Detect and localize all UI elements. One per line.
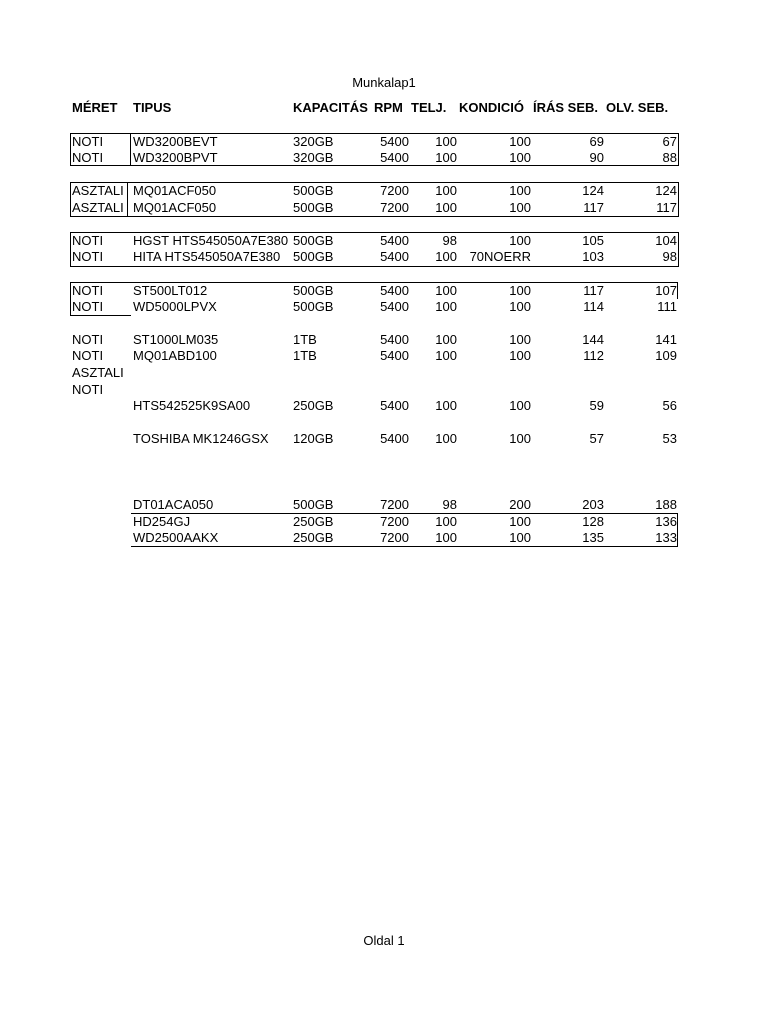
cell-rpm: 5400 — [380, 398, 409, 413]
cell-kapacitas: 1TB — [293, 348, 317, 363]
cell-telj: 100 — [435, 398, 457, 413]
cell-tipus: HTS542525K9SA00 — [133, 398, 251, 413]
cell-olv: 136 — [655, 514, 677, 529]
header-tipus: TIPUS — [133, 100, 172, 115]
sheet-title: Munkalap1 — [352, 75, 416, 90]
cell-kapacitas: 500GB — [293, 249, 334, 264]
cell-tipus: ST1000LM035 — [133, 332, 219, 347]
cell-telj: 100 — [435, 150, 457, 165]
group-border-4-bottom — [70, 315, 131, 316]
table-row — [0, 398, 768, 414]
cell-rpm: 5400 — [380, 332, 409, 347]
cell-meret: ASZTALI — [72, 183, 124, 198]
cell-rpm: 7200 — [380, 530, 409, 545]
cell-tipus: HGST HTS545050A7E380 — [133, 233, 289, 248]
cell-tipus: DT01ACA050 — [133, 497, 214, 512]
cell-rpm: 5400 — [380, 134, 409, 149]
table-row — [0, 233, 768, 249]
cell-meret: NOTI — [72, 382, 104, 397]
cell-kapacitas: 250GB — [293, 398, 334, 413]
table-row — [0, 249, 768, 265]
cell-olv: 141 — [655, 332, 677, 347]
cell-rpm: 5400 — [380, 249, 409, 264]
cell-olv: 98 — [662, 249, 677, 264]
cell-kapacitas: 500GB — [293, 200, 334, 215]
cell-kondicio: 100 — [509, 283, 531, 298]
cell-telj: 100 — [435, 249, 457, 264]
cell-iras: 114 — [583, 299, 604, 314]
cell-tipus: TOSHIBA MK1246GSX — [133, 431, 269, 446]
cell-tipus: HITA HTS545050A7E380 — [133, 249, 281, 264]
table-row — [0, 514, 768, 530]
table-row — [0, 382, 768, 398]
cell-olv: 124 — [655, 183, 677, 198]
cell-iras: 117 — [583, 200, 604, 215]
cell-kondicio: 100 — [509, 332, 531, 347]
header-telj: TELJ. — [411, 100, 447, 115]
cell-rpm: 5400 — [380, 299, 409, 314]
cell-olv: 53 — [662, 431, 677, 446]
cell-kondicio: 100 — [509, 431, 531, 446]
cell-olv: 109 — [655, 348, 677, 363]
cell-kondicio: 100 — [509, 150, 531, 165]
table-row — [0, 183, 768, 199]
page-footer: Oldal 1 — [363, 933, 405, 948]
cell-olv: 107 — [655, 283, 677, 298]
cell-kondicio: 100 — [509, 299, 531, 314]
header-iras: ÍRÁS SEB. — [533, 100, 599, 115]
cell-telj: 100 — [435, 514, 457, 529]
cell-olv: 104 — [655, 233, 677, 248]
cell-kapacitas: 320GB — [293, 150, 334, 165]
cell-meret: NOTI — [72, 299, 104, 314]
cell-tipus: WD2500AAKX — [133, 530, 219, 545]
cell-telj: 100 — [435, 200, 457, 215]
cell-iras: 103 — [582, 249, 604, 264]
cell-meret: NOTI — [72, 332, 104, 347]
header-meret: MÉRET — [72, 100, 118, 115]
cell-iras: 69 — [589, 134, 604, 149]
header-rpm: RPM — [374, 100, 403, 115]
cell-kondicio: 70NOERR — [469, 249, 531, 264]
cell-kapacitas: 1TB — [293, 332, 317, 347]
cell-kapacitas: 500GB — [293, 283, 334, 298]
cell-iras: 59 — [589, 398, 604, 413]
cell-telj: 100 — [435, 283, 457, 298]
cell-iras: 135 — [582, 530, 604, 545]
cell-olv: 56 — [662, 398, 677, 413]
table-row — [0, 497, 768, 513]
cell-tipus: WD3200BPVT — [133, 150, 218, 165]
cell-telj: 98 — [442, 497, 457, 512]
cell-kondicio: 100 — [509, 514, 531, 529]
cell-meret: ASZTALI — [72, 365, 124, 380]
cell-iras: 203 — [582, 497, 604, 512]
table-row — [0, 332, 768, 348]
cell-rpm: 5400 — [380, 150, 409, 165]
cell-kapacitas: 500GB — [293, 233, 334, 248]
cell-iras: 90 — [589, 150, 604, 165]
cell-tipus: ST500LT012 — [133, 283, 208, 298]
cell-telj: 100 — [435, 134, 457, 149]
cell-iras: 128 — [582, 514, 604, 529]
table-row — [0, 150, 768, 166]
cell-telj: 100 — [435, 299, 457, 314]
cell-rpm: 7200 — [380, 514, 409, 529]
cell-meret: NOTI — [72, 348, 104, 363]
cell-tipus: MQ01ACF050 — [133, 200, 217, 215]
cell-kondicio: 100 — [509, 530, 531, 545]
cell-kondicio: 200 — [509, 497, 531, 512]
cell-iras: 144 — [582, 332, 604, 347]
cell-rpm: 7200 — [380, 183, 409, 198]
cell-telj: 100 — [435, 431, 457, 446]
cell-iras: 105 — [582, 233, 604, 248]
table-row — [0, 530, 768, 546]
cell-rpm: 5400 — [380, 283, 409, 298]
table-row — [0, 431, 768, 447]
cell-rpm: 7200 — [380, 497, 409, 512]
table-row — [0, 348, 768, 364]
cell-olv: 188 — [655, 497, 677, 512]
cell-kondicio: 100 — [509, 233, 531, 248]
table-row — [0, 134, 768, 150]
cell-rpm: 7200 — [380, 200, 409, 215]
cell-kondicio: 100 — [509, 348, 531, 363]
cell-olv: 133 — [655, 530, 677, 545]
cell-kondicio: 100 — [509, 183, 531, 198]
table-row — [0, 365, 768, 381]
cell-olv: 117 — [656, 200, 677, 215]
cell-kapacitas: 320GB — [293, 134, 334, 149]
cell-meret: NOTI — [72, 134, 104, 149]
cell-kondicio: 100 — [509, 200, 531, 215]
cell-kapacitas: 500GB — [293, 497, 334, 512]
cell-telj: 100 — [435, 183, 457, 198]
group-border-5-line-2 — [131, 546, 678, 547]
cell-kapacitas: 250GB — [293, 530, 334, 545]
cell-kondicio: 100 — [509, 134, 531, 149]
cell-kapacitas: 120GB — [293, 431, 334, 446]
cell-kapacitas: 500GB — [293, 299, 334, 314]
cell-telj: 98 — [442, 233, 457, 248]
cell-iras: 57 — [589, 431, 604, 446]
table-row — [0, 200, 768, 216]
header-kondicio: KONDICIÓ — [459, 100, 524, 115]
cell-meret: NOTI — [72, 233, 104, 248]
cell-tipus: MQ01ACF050 — [133, 183, 217, 198]
cell-tipus: WD5000LPVX — [133, 299, 217, 314]
cell-telj: 100 — [435, 530, 457, 545]
cell-olv: 88 — [662, 150, 677, 165]
cell-olv: 67 — [662, 134, 677, 149]
cell-meret: NOTI — [72, 283, 104, 298]
cell-iras: 117 — [583, 283, 604, 298]
cell-rpm: 5400 — [380, 348, 409, 363]
cell-kapacitas: 500GB — [293, 183, 334, 198]
cell-kapacitas: 250GB — [293, 514, 334, 529]
cell-rpm: 5400 — [380, 233, 409, 248]
cell-telj: 100 — [435, 332, 457, 347]
cell-iras: 124 — [582, 183, 604, 198]
cell-telj: 100 — [435, 348, 457, 363]
cell-meret: NOTI — [72, 249, 104, 264]
cell-tipus: MQ01ABD100 — [133, 348, 217, 363]
cell-iras: 112 — [583, 348, 604, 363]
cell-meret: ASZTALI — [72, 200, 124, 215]
header-olv: OLV. SEB. — [606, 100, 669, 115]
cell-olv: 111 — [657, 299, 677, 314]
header-kapacitas: KAPACITÁS — [293, 100, 368, 115]
cell-tipus: HD254GJ — [133, 514, 191, 529]
cell-kondicio: 100 — [509, 398, 531, 413]
table-row — [0, 283, 768, 299]
cell-tipus: WD3200BEVT — [133, 134, 218, 149]
cell-rpm: 5400 — [380, 431, 409, 446]
cell-meret: NOTI — [72, 150, 104, 165]
table-row — [0, 299, 768, 315]
